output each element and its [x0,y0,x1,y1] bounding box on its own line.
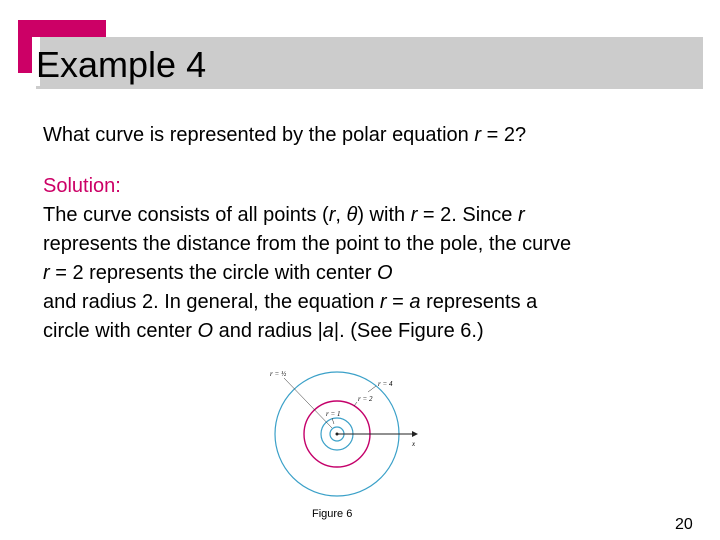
solution-run: r [410,204,418,226]
polar-circles-figure [262,362,420,498]
solution-line-4 [43,288,571,317]
solution-run: represents a [420,291,538,313]
question-var: r [474,124,482,146]
question-before: What curve is represented by the polar equation [43,124,475,146]
solution-run: = [386,291,410,313]
leader-r-two [354,402,357,406]
solution-run: = 2 represents the circle with center [49,262,378,284]
solution-run: r [328,204,336,226]
solution-run: |. (See Figure 6.) [333,320,484,342]
label-r-half: r = ½ [270,370,287,378]
solution-run: a [322,320,334,342]
solution-label: Solution: [43,175,121,197]
question-text [43,121,526,150]
axis-arrowhead [412,431,418,437]
solution-line-5 [43,317,571,346]
solution-line-2 [43,230,571,259]
solution-run: O [377,262,393,284]
figure-caption: Figure 6 [312,508,353,520]
title-underline [36,86,703,89]
solution-run: r [379,291,387,313]
label-r-four: r = 4 [378,380,393,388]
solution-run: a [409,291,421,313]
solution-run: , [335,204,347,226]
solution-run: represents the distance from the point to the pole, the curve [43,233,572,255]
slide-title: Example 4 [36,44,207,85]
leader-r-four [368,386,376,392]
solution-line-3 [43,259,571,288]
label-r-two: r = 2 [358,395,373,403]
page-number: 20 [675,516,693,533]
axis-label-x: x [412,440,416,448]
solution-run: The curve consists of all points ( [43,204,329,226]
solution-text [43,201,571,346]
solution-run: ) with [357,204,411,226]
label-r-one: r = 1 [326,410,341,418]
solution-run: and radius 2. In general, the equation [43,291,380,313]
solution-run: = 2. Since [417,204,518,226]
solution-run: and radius | [213,320,323,342]
question-after: = 2? [481,124,527,146]
solution-run: θ [346,204,358,226]
solution-run: r [43,262,50,284]
solution-run: circle with center [43,320,198,342]
solution-line-1 [43,201,571,230]
solution-run: O [197,320,214,342]
solution-run: r [517,204,525,226]
